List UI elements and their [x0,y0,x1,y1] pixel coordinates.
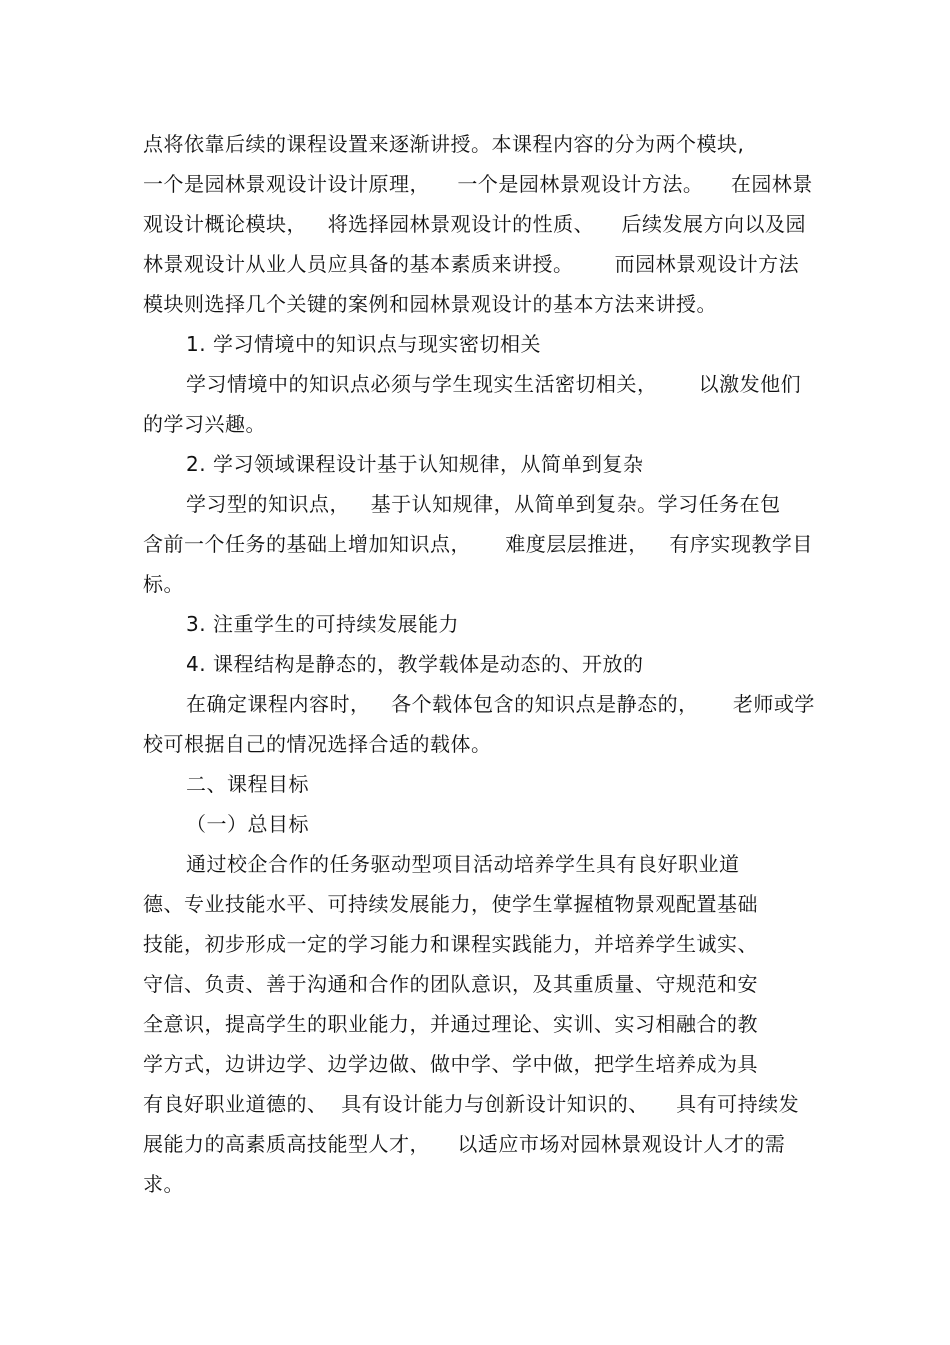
section-heading: 二、课程目标 [186,772,309,796]
heading-item-4: 4. 课程结构是静态的，教学载体是动态的、开放的 [186,652,644,676]
heading-item-3: 3. 注重学生的可持续发展能力 [186,612,459,636]
text-line-25: 有良好职业道德的、 具有设计能力与创新设计知识的、 具有可持续发 [143,1092,800,1116]
text-line-12: 标。 [143,572,184,596]
text-line-4: 林景观设计从业人员应具备的基本素质来讲授。 而园林景观设计方法 [143,252,800,276]
text-line-24: 学方式，边讲边学、边学边做、做中学、学中做，把学生培养成为具 [143,1052,758,1076]
text-line-3: 观设计概论模块， 将选择园林景观设计的性质、 后续发展方向以及园 [143,212,807,236]
text-line-19: 通过校企合作的任务驱动型项目活动培养学生具有良好职业道 [186,852,740,876]
text-line-22: 守信、负责、善于沟通和合作的团队意识，及其重质量、守规范和安 [143,972,758,996]
text-line-5: 模块则选择几个关键的案例和园林景观设计的基本方法来讲授。 [143,292,717,316]
text-line-26: 展能力的高素质高技能型人才， 以适应市场对园林景观设计人才的需 [143,1132,786,1156]
text-line-11: 含前一个任务的基础上增加知识点， 难度层层推进， 有序实现教学目 [143,532,813,556]
text-line-8: 的学习兴趣。 [143,412,266,436]
text-line-10: 学习型的知识点， 基于认知规律，从简单到复杂。学习任务在包 [186,492,781,516]
text-line-23: 全意识，提高学生的职业能力，并通过理论、实训、实习相融合的教 [143,1012,758,1036]
text-line-1: 点将依靠后续的课程设置来逐渐讲授。本课程内容的分为两个模块, [143,132,745,156]
text-line-20: 德、专业技能水平、可持续发展能力，使学生掌握植物景观配置基础 [143,892,758,916]
text-line-27: 求。 [143,1172,184,1196]
heading-item-1: 1. 学习情境中的知识点与现实密切相关 [186,332,541,356]
subsection-heading: （一）总目标 [186,812,309,836]
heading-item-2: 2. 学习领域课程设计基于认知规律，从简单到复杂 [186,452,644,476]
text-line-15: 在确定课程内容时， 各个载体包含的知识点是静态的， 老师或学 [186,692,815,716]
text-line-2: 一个是园林景观设计设计原理， 一个是园林景观设计方法。 在园林景 [143,172,813,196]
text-line-21: 技能，初步形成一定的学习能力和课程实践能力，并培养学生诚实、 [143,932,758,956]
text-line-7: 学习情境中的知识点必须与学生现实生活密切相关， 以激发他们 [186,372,802,396]
text-line-16: 校可根据自己的情况选择合适的载体。 [143,732,492,756]
